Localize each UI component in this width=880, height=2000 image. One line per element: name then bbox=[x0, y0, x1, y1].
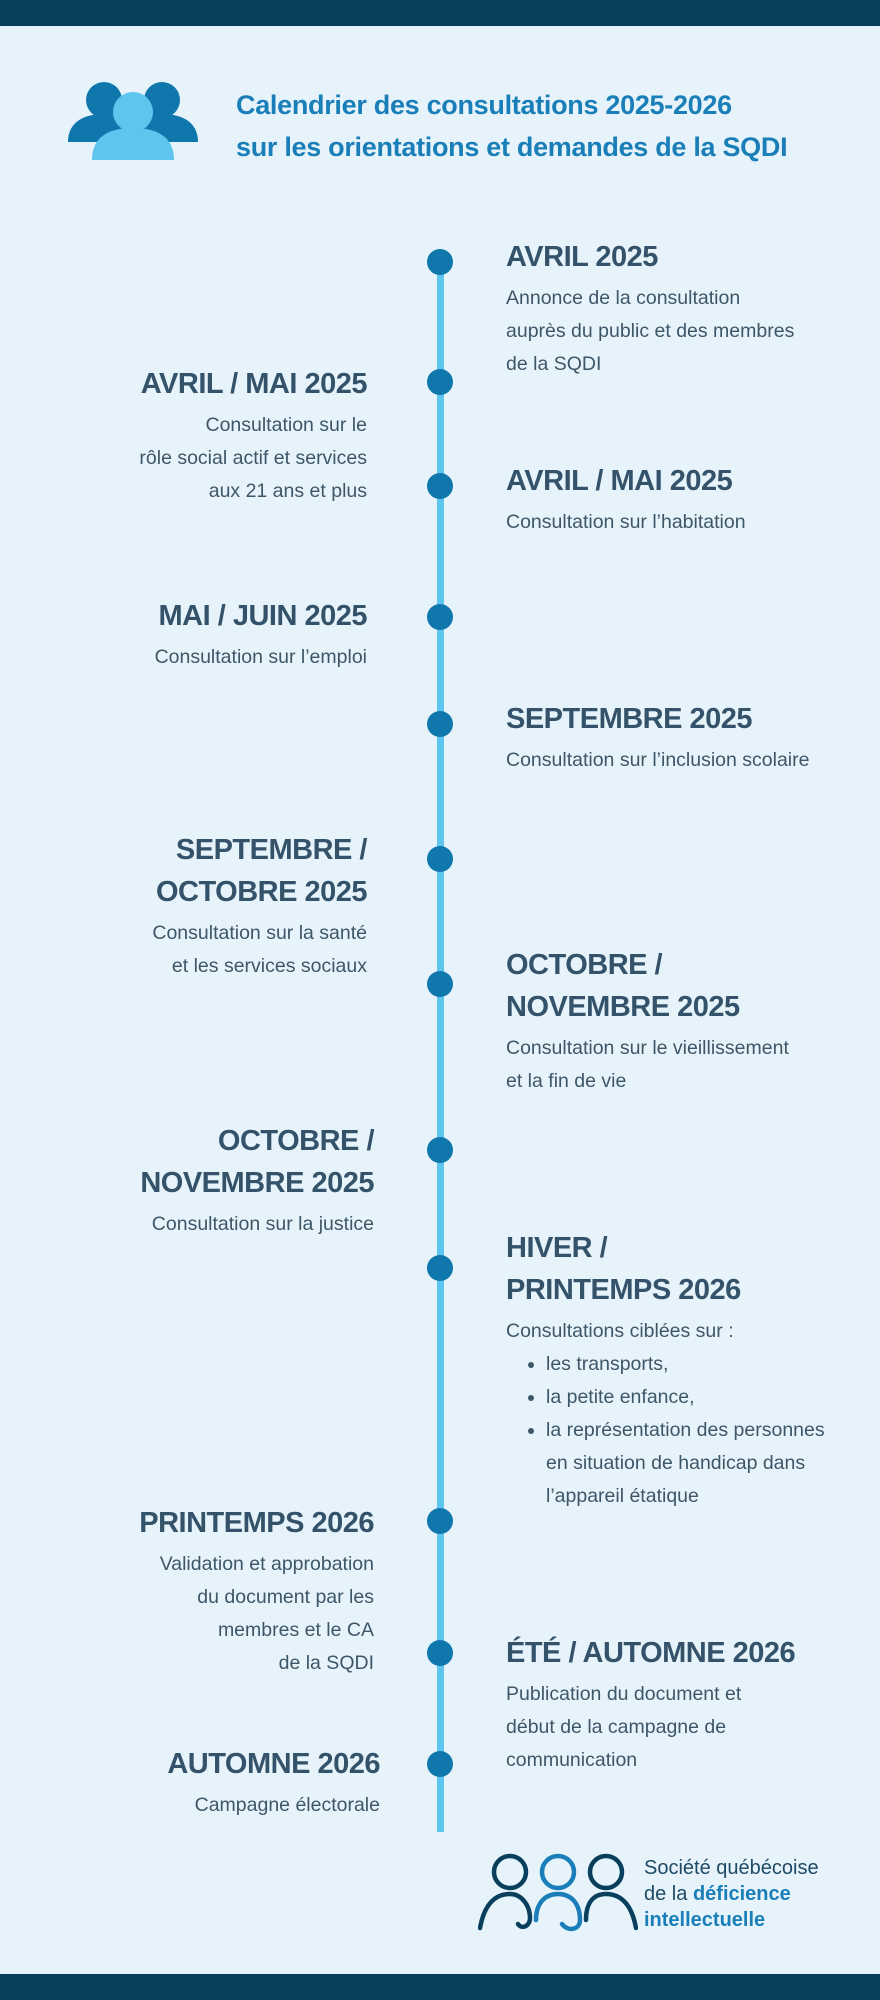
org-line-2 bbox=[644, 1881, 819, 1907]
timeline-entry bbox=[54, 1120, 374, 1241]
entry-description: Consultation sur le vieillissement et la fin de vie bbox=[506, 1037, 789, 1092]
page-title bbox=[236, 84, 836, 168]
timeline-entry bbox=[47, 829, 367, 983]
entry-description: Consultation sur la santé et les services sociaux bbox=[152, 922, 367, 977]
title-line-2: sur les orientations et demandes de la SQDI bbox=[236, 132, 788, 162]
entry-description: Consultation sur l’emploi bbox=[154, 646, 367, 668]
timeline-dot bbox=[427, 1137, 453, 1163]
entry-period: MAI / JUIN 2025 bbox=[158, 600, 367, 632]
timeline-entry bbox=[60, 1743, 380, 1822]
entry-description: Consultation sur l’inclusion scolaire bbox=[506, 749, 810, 771]
group-people-icon bbox=[64, 76, 202, 162]
timeline-dot bbox=[427, 1640, 453, 1666]
bottom-bar bbox=[0, 1974, 880, 2000]
org-line-2-prefix: de la bbox=[644, 1883, 693, 1905]
timeline-dot bbox=[427, 369, 453, 395]
timeline-dot bbox=[427, 249, 453, 275]
timeline-entry bbox=[47, 363, 367, 508]
entry-description: Annonce de la consultation auprès du public et des membres de la SQDI bbox=[506, 287, 795, 375]
timeline-entry bbox=[506, 460, 846, 539]
entry-period: SEPTEMBRE / OCTOBRE 2025 bbox=[155, 834, 367, 908]
entry-period: SEPTEMBRE 2025 bbox=[506, 703, 753, 735]
top-bar bbox=[0, 0, 880, 26]
timeline-entry bbox=[54, 1502, 374, 1680]
organization-name bbox=[644, 1855, 819, 1933]
entry-description: Campagne électorale bbox=[194, 1794, 380, 1816]
timeline-entry bbox=[506, 944, 846, 1098]
entry-period: AVRIL / MAI 2025 bbox=[506, 465, 733, 497]
entry-description: Validation et approbation du document par les membres et le CA de la SQDI bbox=[159, 1553, 374, 1674]
entry-description: Consultation sur l’habitation bbox=[506, 511, 746, 533]
list-item: • les transports, bbox=[546, 1348, 846, 1381]
timeline-dot bbox=[427, 711, 453, 737]
timeline-entry bbox=[506, 236, 846, 381]
timeline-dot bbox=[427, 971, 453, 997]
timeline-entry bbox=[506, 1632, 846, 1777]
timeline-dot bbox=[427, 846, 453, 872]
timeline-dot bbox=[427, 473, 453, 499]
entry-description: Consultation sur la justice bbox=[151, 1213, 374, 1235]
entry-bullet-list bbox=[506, 1348, 846, 1513]
entry-period: AUTOMNE 2026 bbox=[167, 1748, 380, 1780]
entry-period: PRINTEMPS 2026 bbox=[139, 1507, 374, 1539]
entry-period: OCTOBRE / NOVEMBRE 2025 bbox=[140, 1125, 374, 1199]
entry-description: Consultations ciblées sur : bbox=[506, 1320, 734, 1342]
org-line-2-strong: déficience bbox=[692, 1883, 791, 1905]
title-line-1: Calendrier des consultations 2025-2026 bbox=[236, 90, 732, 120]
sqdi-three-people-logo bbox=[478, 1850, 638, 1934]
entry-period: AVRIL 2025 bbox=[506, 241, 658, 273]
org-line-1: Société québécoise bbox=[644, 1857, 819, 1879]
entry-description: Consultation sur le rôle social actif et services aux 21 ans et plus bbox=[139, 414, 367, 502]
entry-period: ÉTÉ / AUTOMNE 2026 bbox=[506, 1637, 796, 1669]
list-item: • la représentation des personnes en situation de handicap dans l’appareil étatique bbox=[546, 1414, 846, 1513]
entry-period: AVRIL / MAI 2025 bbox=[140, 368, 367, 400]
list-item: • la petite enfance, bbox=[546, 1381, 846, 1414]
timeline-dot bbox=[427, 1255, 453, 1281]
timeline-entry bbox=[506, 1227, 846, 1513]
entry-description: Publication du document et début de la campagne de communication bbox=[506, 1683, 742, 1771]
org-line-3: intellectuelle bbox=[644, 1909, 766, 1931]
entry-period: HIVER / PRINTEMPS 2026 bbox=[506, 1232, 741, 1306]
timeline-entry bbox=[506, 698, 846, 777]
timeline-entry bbox=[47, 595, 367, 674]
timeline-dot bbox=[427, 604, 453, 630]
entry-period: OCTOBRE / NOVEMBRE 2025 bbox=[506, 949, 740, 1023]
timeline-dot bbox=[427, 1508, 453, 1534]
timeline-dot bbox=[427, 1751, 453, 1777]
